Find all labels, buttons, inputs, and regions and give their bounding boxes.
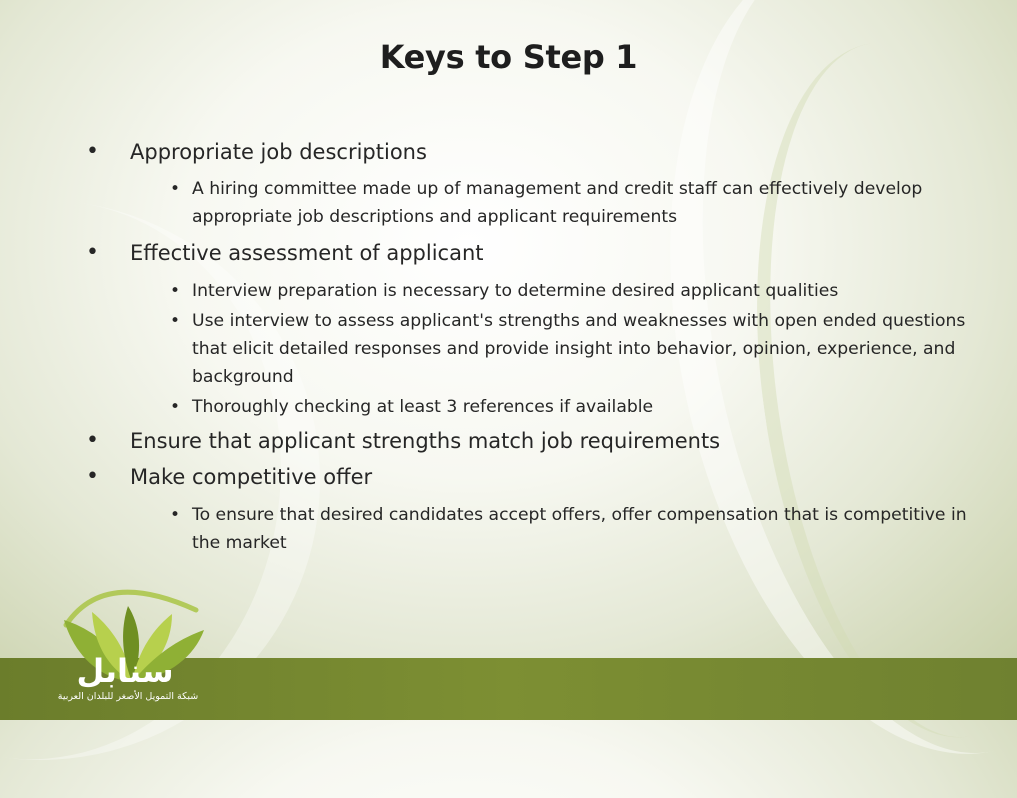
- bullet-item: • Effective assessment of applicant: [84, 239, 974, 267]
- bullet-item: • Ensure that applicant strengths match job requirements: [84, 427, 974, 455]
- logo-name: سنابل: [76, 652, 174, 690]
- sub-bullet-item: • Use interview to assess applicant's strengths and weaknesses with open ended questions that elicit detailed responses and provide insight into behavior, opinion, experience, and background: [84, 307, 974, 391]
- bullet-list: [84, 136, 974, 557]
- logo-subtitle: شبكة التمويل الأصغر للبلدان العربية: [57, 691, 199, 702]
- sub-bullet-item: • A hiring committee made up of management and credit staff can effectively develop appropriate job descriptions and applicant requirements: [84, 175, 974, 231]
- bullet-item: • Appropriate job descriptions: [84, 138, 974, 166]
- sub-bullet-item: • Thoroughly checking at least 3 references if available: [84, 393, 974, 421]
- sub-bullet-item: • To ensure that desired candidates accept offers, offer compensation that is competitive in the market: [84, 501, 974, 557]
- slide-title: Keys to Step 1: [379, 38, 638, 76]
- sub-bullet-item: • Interview preparation is necessary to determine desired applicant qualities: [84, 277, 974, 305]
- bullet-item: • Make competitive offer: [84, 463, 974, 491]
